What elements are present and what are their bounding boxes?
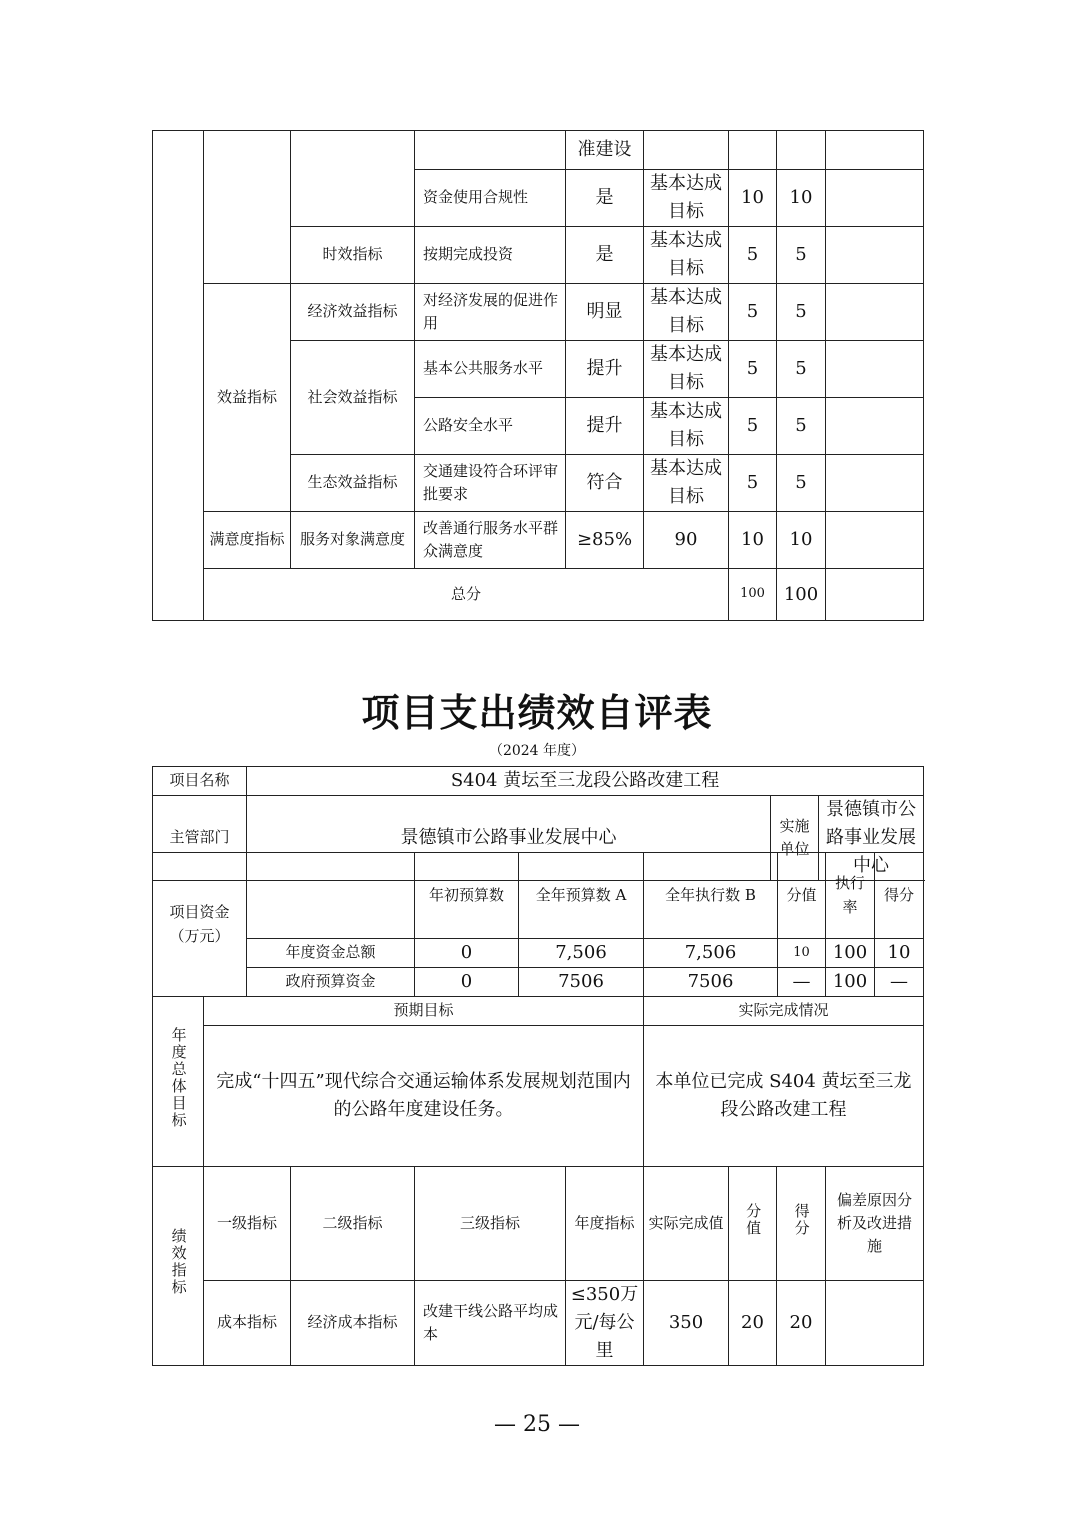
cell-r4-c7: 5	[777, 341, 826, 398]
perf-r1-c1: 成本指标	[204, 1281, 291, 1366]
cell-r6-c2: 生态效益指标	[291, 455, 415, 512]
header-initial-budget: 年初预算数	[415, 853, 519, 939]
impl-value: 景德镇市公路事业发展中心	[819, 796, 924, 881]
cell-r5-c7: 5	[777, 398, 826, 455]
cell-r5-c5: 基本达成目标	[644, 398, 729, 455]
perf-header-level2: 二级指标	[291, 1167, 415, 1281]
row-total-label: 年度资金总额	[247, 939, 415, 968]
cell-r7-c5: 90	[644, 512, 729, 569]
row-gov-got: —	[875, 968, 924, 997]
cell-r6-c6: 5	[729, 455, 777, 512]
dept-label: 主管部门	[153, 796, 247, 881]
perf-header-score: 分值	[729, 1167, 777, 1281]
row-total-rate: 100	[826, 939, 875, 968]
cell-r2-c5: 基本达成目标	[644, 227, 729, 284]
impl-label: 实施单位	[771, 796, 819, 881]
cell-r4-c3: 基本公共服务水平	[415, 341, 566, 398]
perf-header-deviation: 偏差原因分析及改进措施	[826, 1167, 924, 1281]
funds-table	[152, 852, 924, 997]
row-total-score: 10	[778, 939, 826, 968]
row-gov-rate: 100	[826, 968, 875, 997]
cell-r4-c6: 5	[729, 341, 777, 398]
upper-col0	[153, 131, 204, 621]
cell-r6-c3: 交通建设符合环评审批要求	[415, 455, 566, 512]
cell-r7-c4: ≥85%	[566, 512, 644, 569]
goals-table	[152, 996, 924, 1167]
cell-r7-c3: 改善通行服务水平群众满意度	[415, 512, 566, 569]
perf-header-annual: 年度指标	[566, 1167, 644, 1281]
cell-r2-c4: 是	[566, 227, 644, 284]
header-score: 分值	[778, 853, 826, 939]
fund-label: 项目资金（万元）	[153, 853, 247, 997]
cell-r5-c6: 5	[729, 398, 777, 455]
perf-header-level3: 三级指标	[415, 1167, 566, 1281]
perf-r1-c2: 经济成本指标	[291, 1281, 415, 1366]
perf-r1-c7: 20	[777, 1281, 826, 1366]
cell-r2-c7: 5	[777, 227, 826, 284]
cell-r7-c2: 服务对象满意度	[291, 512, 415, 569]
cell-r6-c5: 基本达成目标	[644, 455, 729, 512]
project-name-value: S404 黄坛至三龙段公路改建工程	[247, 767, 924, 796]
row-gov-score: —	[778, 968, 826, 997]
perf-r1-c6: 20	[729, 1281, 777, 1366]
header-annual-budget: 全年预算数 A	[519, 853, 644, 939]
goal-expected-label: 预期目标	[204, 997, 644, 1026]
perf-header-level1: 一级指标	[204, 1167, 291, 1281]
cell-r4-c5: 基本达成目标	[644, 341, 729, 398]
cell-r1-c6: 10	[729, 170, 777, 227]
cell-r1-c7: 10	[777, 170, 826, 227]
goal-actual-text: 本单位已完成 S404 黄坛至三龙段公路改建工程	[644, 1026, 924, 1167]
page-title: 项目支出绩效自评表	[361, 691, 713, 735]
row-gov-annual: 7506	[519, 968, 644, 997]
row-gov-exec: 7506	[644, 968, 778, 997]
page-number: — 25 —	[494, 1412, 580, 1437]
upper-col2-top	[291, 131, 415, 227]
social-indicator-label: 社会效益指标	[291, 341, 415, 455]
header-got: 得分	[875, 853, 924, 939]
cell-r3-c6: 5	[729, 284, 777, 341]
total-score-label: 总分	[204, 569, 729, 621]
row-total-initial: 0	[415, 939, 519, 968]
cell-r3-c4: 明显	[566, 284, 644, 341]
row-total-annual: 7,506	[519, 939, 644, 968]
cell-r6-c4: 符合	[566, 455, 644, 512]
cell-r1-c3: 资金使用合规性	[415, 170, 566, 227]
goal-expected-text: 完成“十四五”现代综合交通运输体系发展规划范围内的公路年度建设任务。	[204, 1026, 644, 1167]
perf-r1-c5: 350	[644, 1281, 729, 1366]
cell-r3-c3: 对经济发展的促进作用	[415, 284, 566, 341]
cell-r7-c6: 10	[729, 512, 777, 569]
cell-r7-c7: 10	[777, 512, 826, 569]
perf-r1-c4: ≤350万元/每公里	[566, 1281, 644, 1366]
cell-r2-c6: 5	[729, 227, 777, 284]
cell-r5-c4: 提升	[566, 398, 644, 455]
cell-r0-c4: 准建设	[566, 131, 644, 170]
benefit-indicator-label: 效益指标	[204, 284, 291, 512]
performance-table	[152, 1166, 924, 1366]
goal-actual-label: 实际完成情况	[644, 997, 924, 1026]
row-total-exec: 7,506	[644, 939, 778, 968]
cell-r3-c7: 5	[777, 284, 826, 341]
perf-header-got: 得分	[777, 1167, 826, 1281]
cell-r2-c3: 按期完成投资	[415, 227, 566, 284]
upper-table	[152, 130, 924, 621]
header-exec-rate: 执行率	[826, 853, 875, 939]
project-name-label: 项目名称	[153, 767, 247, 796]
cell-r2-c2: 时效指标	[291, 227, 415, 284]
goal-side-label: 年度总体目标	[153, 997, 204, 1167]
cell-r1-c4: 是	[566, 170, 644, 227]
row-total-got: 10	[875, 939, 924, 968]
cell-r1-c5: 基本达成目标	[644, 170, 729, 227]
row-gov-initial: 0	[415, 968, 519, 997]
perf-side-label: 绩效指标	[153, 1167, 204, 1366]
perf-header-actual: 实际完成值	[644, 1167, 729, 1281]
total-score-got: 100	[777, 569, 826, 621]
header-annual-exec: 全年执行数 B	[644, 853, 778, 939]
cell-r7-c1: 满意度指标	[204, 512, 291, 569]
cell-r3-c5: 基本达成目标	[644, 284, 729, 341]
cell-r3-c2: 经济效益指标	[291, 284, 415, 341]
row-gov-label: 政府预算资金	[247, 968, 415, 997]
dept-value: 景德镇市公路事业发展中心	[247, 796, 771, 881]
cell-r5-c3: 公路安全水平	[415, 398, 566, 455]
year-subtitle: （2024 年度）	[488, 743, 586, 759]
cell-r4-c4: 提升	[566, 341, 644, 398]
upper-col1-top	[204, 131, 291, 284]
cell-r6-c7: 5	[777, 455, 826, 512]
total-score-value: 100	[729, 569, 777, 621]
perf-r1-c3: 改建干线公路平均成本	[415, 1281, 566, 1366]
